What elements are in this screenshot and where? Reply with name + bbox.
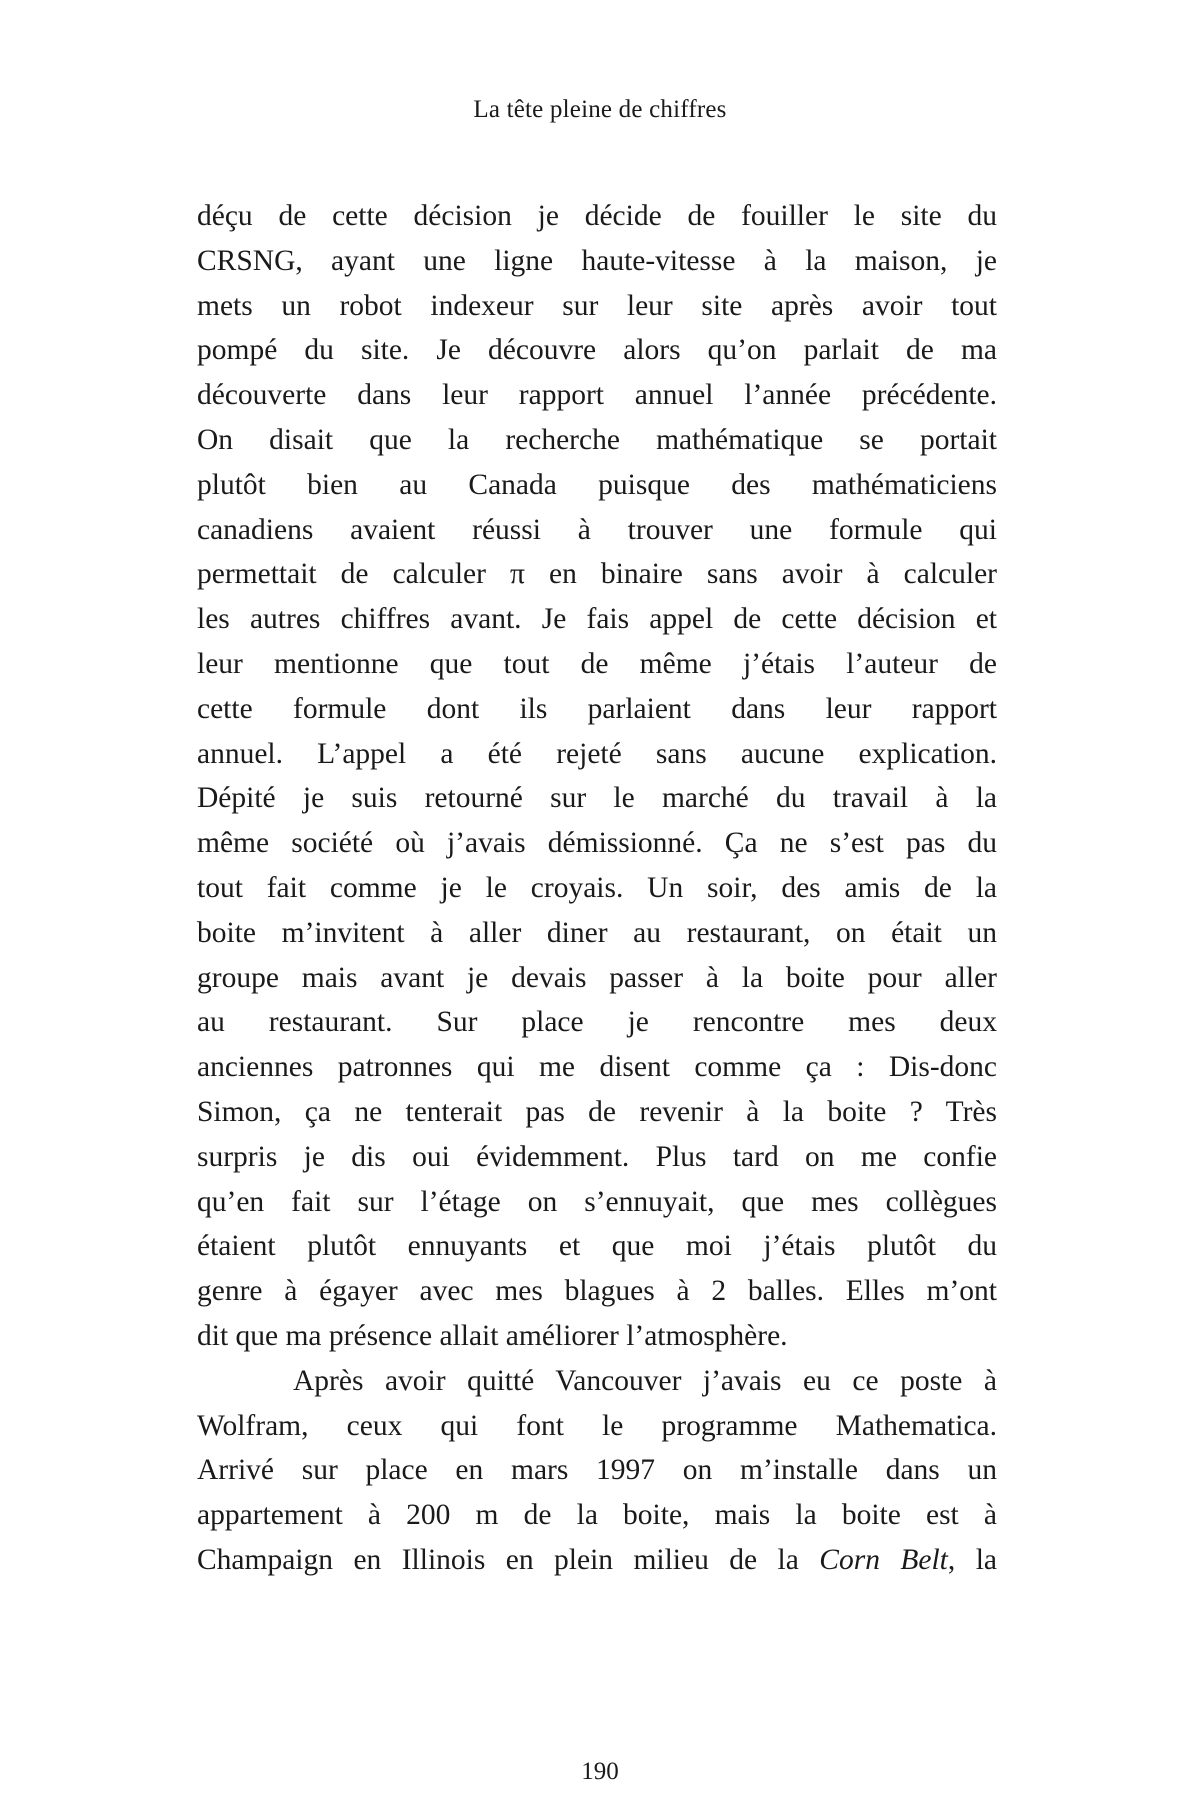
text-line: permettait de calculer π en binaire sans avoir à calculer: [197, 558, 997, 591]
text-line: genre à égayer avec mes blagues à 2 balles. Elles m’ont: [197, 1275, 997, 1308]
text-line: CRSNG, ayant une ligne haute-vitesse à la maison, je: [197, 244, 997, 277]
text-line: qu’en fait sur l’étage on s’ennuyait, que mes collègues: [197, 1185, 997, 1218]
text-segment: , la: [947, 1543, 997, 1576]
running-header: La tête pleine de chiffres: [473, 96, 727, 123]
italic-term: Corn Belt: [819, 1543, 948, 1576]
text-line: groupe mais avant je devais passer à la boite pour aller: [197, 961, 997, 994]
text-line: tout fait comme je le croyais. Un soir, des amis de la: [197, 871, 997, 904]
text-line: mets un robot indexeur sur leur site après avoir tout: [197, 289, 997, 322]
text-line: étaient plutôt ennuyants et que moi j’étais plutôt du: [197, 1230, 997, 1263]
paragraph-1: [197, 194, 997, 1359]
text-line: déçu de cette décision je décide de fouiller le site du: [197, 200, 997, 232]
text-line: annuel. L’appel a été rejeté sans aucune explication.: [197, 737, 997, 770]
text-line: Arrivé sur place en mars 1997 on m’installe dans un: [197, 1454, 997, 1487]
text-line-italic-term: [197, 1538, 997, 1583]
text-line: Wolfram, ceux qui font le programme Mathematica.: [197, 1409, 997, 1442]
text-line: boite m’invitent à aller diner au restaurant, on était un: [197, 916, 997, 949]
text-line: Après avoir quitté Vancouver j’avais eu ce poste à: [293, 1364, 997, 1397]
text-line: dit que ma présence allait améliorer l’atmosphère.: [197, 1319, 788, 1352]
page-number: 190: [581, 1758, 619, 1785]
text-line: Dépité je suis retourné sur le marché du travail à la: [197, 782, 997, 815]
text-line: appartement à 200 m de la boite, mais la boite est à: [197, 1499, 997, 1532]
text-line: anciennes patronnes qui me disent comme ça : Dis-donc: [197, 1051, 997, 1084]
text-line: leur mentionne que tout de même j’étais l’auteur de: [197, 647, 997, 680]
text-line: Simon, ça ne tenterait pas de revenir à la boite ? Très: [197, 1095, 997, 1128]
text-line: découverte dans leur rapport annuel l’année précédente.: [197, 379, 997, 412]
text-line: pompé du site. Je découvre alors qu’on parlait de ma: [197, 334, 997, 367]
text-line: les autres chiffres avant. Je fais appel de cette décision et: [197, 603, 997, 636]
text-segment: Champaign en Illinois en plein milieu de la: [197, 1543, 820, 1576]
text-line: On disait que la recherche mathématique se portait: [197, 423, 997, 456]
paragraph-2: [197, 1359, 997, 1583]
text-line: plutôt bien au Canada puisque des mathématiciens: [197, 468, 997, 501]
body-text: [197, 194, 997, 1583]
text-line: surpris je dis oui évidemment. Plus tard on me confie: [197, 1140, 997, 1173]
text-line: cette formule dont ils parlaient dans leur rapport: [197, 692, 997, 725]
text-line: canadiens avaient réussi à trouver une formule qui: [197, 513, 997, 546]
text-line: au restaurant. Sur place je rencontre mes deux: [197, 1006, 997, 1039]
text-line: même société où j’avais démissionné. Ça ne s’est pas du: [197, 827, 997, 860]
